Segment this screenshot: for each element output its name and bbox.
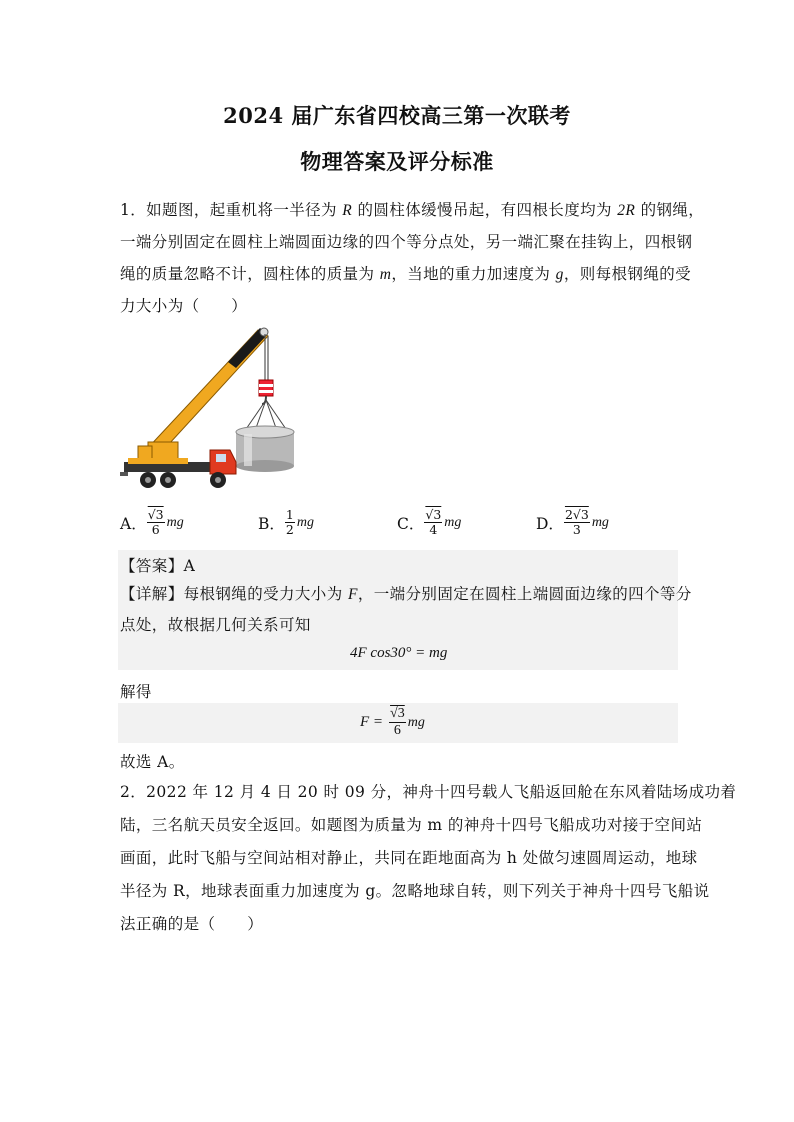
- option-b[interactable]: B． $\frac{1}{2}$ mg: [258, 507, 314, 537]
- option-d-fraction: $\frac{2√3}{3}$: [564, 507, 589, 537]
- q1-line-4: 力大小为（ ）: [120, 297, 248, 315]
- detail-line-2: 点处，故根据几何关系可知: [120, 616, 311, 634]
- solve-label: 解得: [120, 683, 152, 701]
- equation-1: 4F cos30° = mg: [350, 645, 448, 661]
- option-a[interactable]: A． $\frac{√3}{6}$ mg: [120, 507, 184, 537]
- option-c[interactable]: C． $\frac{√3}{4}$ mg: [397, 507, 462, 537]
- q1-line-3: 绳的质量忽略不计，圆柱体的质量为 m，当地的重力加速度为 g，则每根钢绳的受: [120, 265, 692, 283]
- q2-line-1: 2．2022 年 12 月 4 日 20 时 09 分，神舟十四号载人飞船返回舱在东风着陆场成功着: [120, 783, 737, 801]
- q2-line-5: 法正确的是（ ）: [120, 915, 264, 933]
- equation-2: F = $\frac{√3}{6}$ mg: [360, 706, 425, 738]
- crane-illustration: [118, 322, 308, 497]
- doc-title: 2024 届广东省四校高三第一次联考: [223, 103, 571, 128]
- option-b-fraction: $\frac{1}{2}$: [285, 507, 294, 537]
- option-d[interactable]: D． $\frac{2√3}{3}$ mg: [536, 507, 609, 537]
- q2-line-4: 半径为 R，地球表面重力加速度为 g。忽略地球自转，则下列关于神舟十四号飞船说: [120, 882, 710, 900]
- q2-line-2: 陆，三名航天员安全返回。如题图为质量为 m 的神舟十四号飞船成功对接于空间站: [120, 816, 703, 834]
- conclusion: 故选 A。: [120, 753, 185, 771]
- option-a-fraction: $\frac{√3}{6}$: [147, 507, 164, 537]
- detail-line-1: 【详解】每根钢绳的受力大小为 F，一端分别固定在圆柱上端圆面边缘的四个等分: [120, 585, 692, 603]
- doc-subtitle: 物理答案及评分标准: [300, 149, 494, 174]
- q1-line-2: 一端分别固定在圆柱上端圆面边缘的四个等分点处，另一端汇聚在挂钩上，四根钢: [120, 233, 693, 251]
- option-c-fraction: $\frac{√3}{4}$: [425, 507, 442, 537]
- q2-line-3: 画面，此时飞船与空间站相对静止，共同在距地面高为 h 处做匀速圆周运动，地球: [120, 849, 698, 867]
- answer-label: 【答案】A: [120, 557, 196, 575]
- q1-line-1: 1．如题图，起重机将一半径为 R 的圆柱体缓慢吊起，有四根长度均为 2R 的钢绳，: [120, 201, 705, 219]
